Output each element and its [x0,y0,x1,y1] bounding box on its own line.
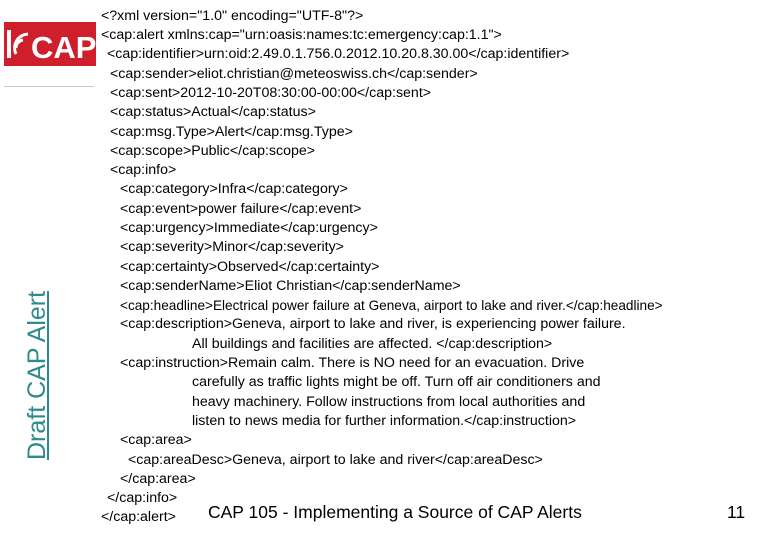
xml-line: <cap:sent>2012-10-20T08:30:00-00:00</cap:sent> [110,85,432,101]
xml-line: <cap:area> [120,432,192,448]
cap-logo [4,22,96,66]
xml-line: carefully as traffic lights might be off. Turn off air conditioners and [192,374,601,390]
xml-line: </cap:alert> [101,509,176,525]
xml-line: listen to news media for further information.</cap:instruction> [192,413,577,429]
xml-line: <cap:severity>Minor</cap:severity> [120,239,344,255]
xml-line: <cap:sender>eliot.christian@meteoswiss.ch</cap:sender> [110,66,478,82]
xml-line: <cap:headline>Electrical power failure at Geneva, airport to lake and river.</cap:headline> [120,298,663,313]
xml-line: <?xml version="1.0" encoding="UTF-8"?> [101,8,364,24]
xml-line: <cap:scope>Public</cap:scope> [110,143,316,159]
xml-line: <cap:instruction>Remain calm. There is NO need for an evacuation. Drive [120,355,585,371]
xml-line: <cap:identifier>urn:oid:2.49.0.1.756.0.2012.10.20.8.30.00</cap:identifier> [107,46,570,62]
xml-line: <cap:category>Infra</cap:category> [120,181,348,197]
xml-line: <cap:alert xmlns:cap="urn:oasis:names:tc:emergency:cap:1.1"> [101,27,502,43]
slide-side-title: Draft CAP Alert [23,290,51,460]
page-number: 11 [727,502,746,522]
xml-line: <cap:description>Geneva, airport to lake and river, is experiencing power failure. [120,316,626,332]
logo-text: CAP [31,30,96,65]
xml-line: <cap:msg.Type>Alert</cap:msg.Type> [110,124,353,140]
xml-line: heavy machinery. Follow instructions from local authorities and [192,394,586,410]
xml-line: <cap:urgency>Immediate</cap:urgency> [120,220,378,236]
xml-line: <cap:senderName>Eliot Christian</cap:senderName> [120,278,461,294]
footer-title: CAP 105 - Implementing a Source of CAP Alerts [208,502,582,522]
xml-line: <cap:status>Actual</cap:status> [110,104,316,120]
xml-line: <cap:info> [110,162,177,178]
xml-line: <cap:certainty>Observed</cap:certainty> [120,259,380,275]
xml-line: <cap:event>power failure</cap:event> [120,201,362,217]
xml-line: </cap:area> [120,471,196,487]
xml-line: <cap:areaDesc>Geneva, airport to lake and river</cap:areaDesc> [128,452,543,468]
logo-divider [4,86,94,87]
xml-line: All buildings and facilities are affected. </cap:description> [192,336,553,352]
xml-line: </cap:info> [107,490,178,506]
